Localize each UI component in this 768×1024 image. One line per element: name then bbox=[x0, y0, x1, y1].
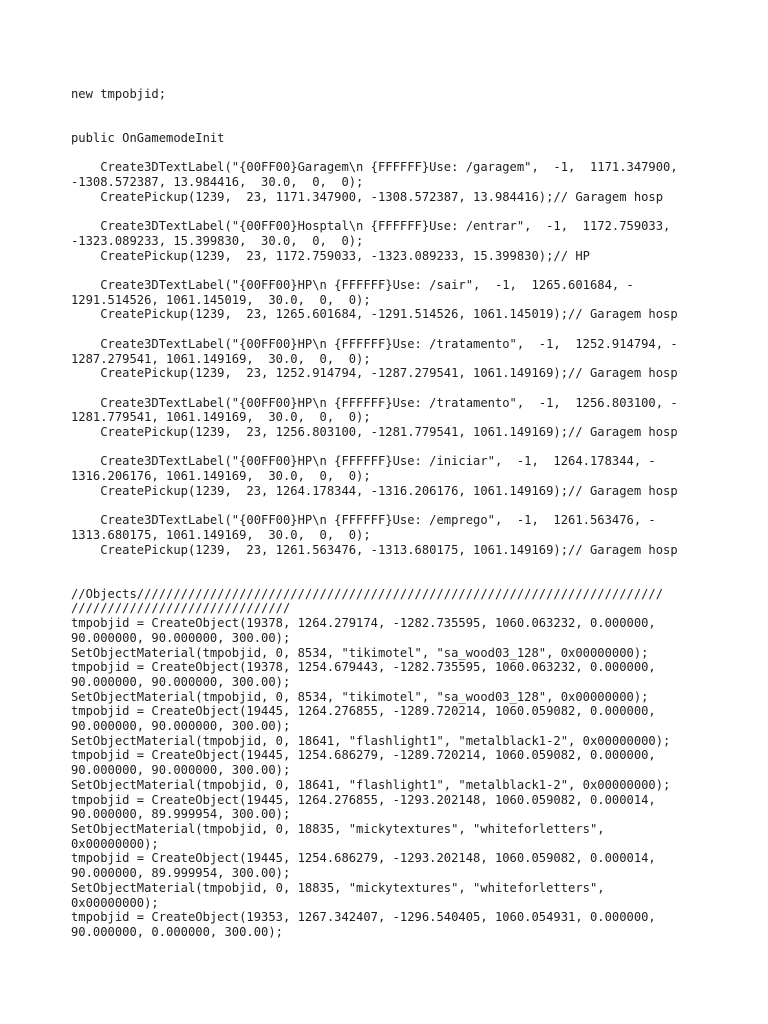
code-line: tmpobjid = CreateObject(19378, 1254.679443, -1282.735595, 1060.063232, 0.000000, bbox=[71, 660, 656, 675]
code-line: 90.000000, 0.000000, 300.00); bbox=[71, 924, 283, 939]
code-line: SetObjectMaterial(tmpobjid, 0, 18835, "mickytextures", "whiteforletters", bbox=[71, 880, 605, 895]
code-line: SetObjectMaterial(tmpobjid, 0, 8534, "tikimotel", "sa_wood03_128", 0x00000000); bbox=[71, 645, 649, 660]
code-line: new tmpobjid; bbox=[71, 87, 167, 101]
code-line: tmpobjid = CreateObject(19445, 1254.686279, -1293.202148, 1060.059082, 0.000014, bbox=[71, 851, 656, 866]
code-line: 1281.779541, 1061.149169, 30.0, 0, 0); bbox=[71, 410, 371, 425]
code-line: 90.000000, 89.999954, 300.00); bbox=[71, 807, 291, 822]
code-line: Create3DTextLabel("{00FF00}HP\n {FFFFFF}Use: /tratamento", -1, 1256.803100, - bbox=[71, 395, 678, 410]
code-line: SetObjectMaterial(tmpobjid, 0, 18641, "flashlight1", "metalblack1-2", 0x00000000); bbox=[71, 733, 671, 748]
code-line: Create3DTextLabel("{00FF00}Garagem\n {FFFFFF}Use: /garagem", -1, 1171.347900, bbox=[71, 160, 678, 175]
code-line: Create3DTextLabel("{00FF00}HP\n {FFFFFF}Use: /iniciar", -1, 1264.178344, - bbox=[71, 454, 656, 469]
code-line: -1308.572387, 13.984416, 30.0, 0, 0); bbox=[71, 175, 364, 190]
code-line: tmpobjid = CreateObject(19353, 1267.342407, -1296.540405, 1060.054931, 0.000000, bbox=[71, 910, 656, 925]
code-line: CreatePickup(1239, 23, 1256.803100, -1281.779541, 1061.149169);// Garagem hosp bbox=[71, 425, 678, 440]
code-line: CreatePickup(1239, 23, 1252.914794, -1287.279541, 1061.149169);// Garagem hosp bbox=[71, 366, 678, 381]
code-line: 90.000000, 90.000000, 300.00); bbox=[71, 630, 291, 645]
code-line: Create3DTextLabel("{00FF00}Hosptal\n {FFFFFF}Use: /entrar", -1, 1172.759033, bbox=[71, 219, 671, 234]
code-line: 90.000000, 89.999954, 300.00); bbox=[71, 866, 291, 881]
code-line: 0x00000000); bbox=[71, 895, 159, 910]
code-listing bbox=[71, 87, 711, 940]
code-line: ////////////////////////////// bbox=[71, 601, 291, 616]
code-line bbox=[71, 557, 711, 572]
code-line bbox=[71, 322, 711, 337]
code-line: CreatePickup(1239, 23, 1171.347900, -1308.572387, 13.984416);// Garagem hosp bbox=[71, 189, 664, 204]
code-line bbox=[71, 440, 711, 455]
code-line: CreatePickup(1239, 23, 1264.178344, -1316.206176, 1061.149169);// Garagem hosp bbox=[71, 483, 678, 498]
code-line: CreatePickup(1239, 23, 1172.759033, -1323.089233, 15.399830);// HP bbox=[71, 248, 590, 263]
code-line: CreatePickup(1239, 23, 1265.601684, -1291.514526, 1061.145019);// Garagem hosp bbox=[71, 307, 678, 322]
code-line: SetObjectMaterial(tmpobjid, 0, 18835, "mickytextures", "whiteforletters", bbox=[71, 821, 605, 836]
code-line: CreatePickup(1239, 23, 1261.563476, -1313.680175, 1061.149169);// Garagem hosp bbox=[71, 542, 678, 557]
code-line: 1287.279541, 1061.149169, 30.0, 0, 0); bbox=[71, 351, 371, 366]
code-line bbox=[71, 499, 711, 514]
code-line: 1316.206176, 1061.149169, 30.0, 0, 0); bbox=[71, 469, 371, 484]
code-line: 0x00000000); bbox=[71, 836, 159, 851]
code-line bbox=[71, 263, 711, 278]
code-line bbox=[71, 146, 711, 161]
code-line: 90.000000, 90.000000, 300.00); bbox=[71, 674, 291, 689]
code-line: 1291.514526, 1061.145019, 30.0, 0, 0); bbox=[71, 292, 371, 307]
code-line: 90.000000, 90.000000, 300.00); bbox=[71, 719, 291, 734]
code-line: 90.000000, 90.000000, 300.00); bbox=[71, 763, 291, 778]
code-line: Create3DTextLabel("{00FF00}HP\n {FFFFFF}Use: /emprego", -1, 1261.563476, - bbox=[71, 513, 656, 528]
code-line: public OnGamemodeInit bbox=[71, 131, 225, 146]
code-line: //Objects//////////////////////////////////////////////////////////////////////// bbox=[71, 586, 664, 601]
code-line bbox=[71, 572, 711, 587]
code-line bbox=[71, 381, 711, 396]
code-line: -1323.089233, 15.399830, 30.0, 0, 0); bbox=[71, 233, 364, 248]
code-line: Create3DTextLabel("{00FF00}HP\n {FFFFFF}Use: /sair", -1, 1265.601684, - bbox=[71, 278, 634, 293]
code-line: tmpobjid = CreateObject(19445, 1264.276855, -1293.202148, 1060.059082, 0.000014, bbox=[71, 792, 656, 807]
code-line: tmpobjid = CreateObject(19445, 1264.276855, -1289.720214, 1060.059082, 0.000000, bbox=[71, 704, 656, 719]
code-line bbox=[71, 102, 711, 117]
code-line: tmpobjid = CreateObject(19378, 1264.279174, -1282.735595, 1060.063232, 0.000000, bbox=[71, 616, 656, 631]
code-line: SetObjectMaterial(tmpobjid, 0, 8534, "tikimotel", "sa_wood03_128", 0x00000000); bbox=[71, 689, 649, 704]
code-line bbox=[71, 116, 711, 131]
code-line: 1313.680175, 1061.149169, 30.0, 0, 0); bbox=[71, 527, 371, 542]
code-line: Create3DTextLabel("{00FF00}HP\n {FFFFFF}Use: /tratamento", -1, 1252.914794, - bbox=[71, 336, 678, 351]
code-line: SetObjectMaterial(tmpobjid, 0, 18641, "flashlight1", "metalblack1-2", 0x00000000); bbox=[71, 777, 671, 792]
code-line bbox=[71, 205, 711, 220]
code-line: tmpobjid = CreateObject(19445, 1254.686279, -1289.720214, 1060.059082, 0.000000, bbox=[71, 748, 656, 763]
